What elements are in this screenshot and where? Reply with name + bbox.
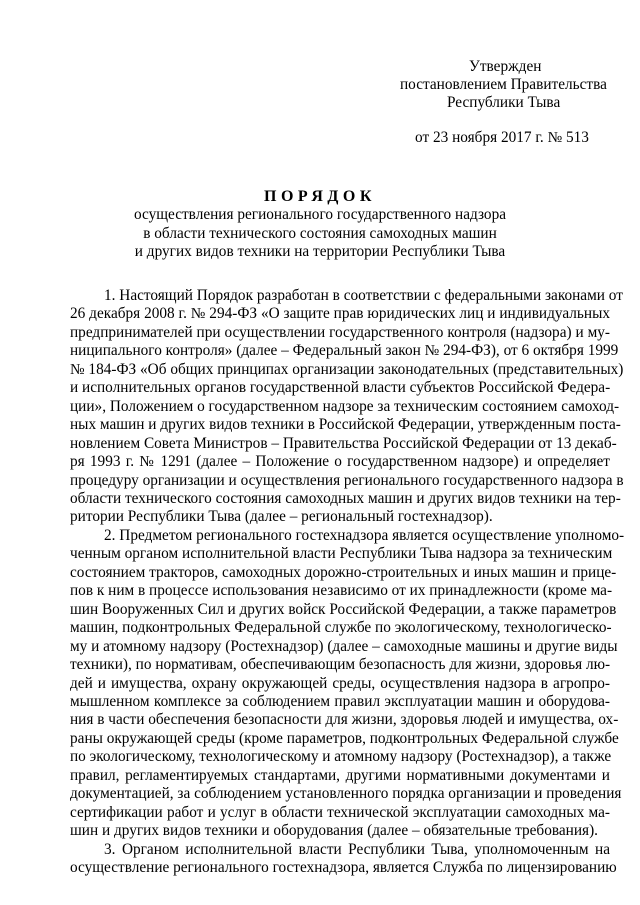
document-subtitle xyxy=(60,206,580,262)
paragraph-line: мышленном комплексе за соблюдением правил эксплуатации машин и оборудова- xyxy=(70,692,610,710)
paragraph-line: раны окружающей среды (кроме параметров, подконтрольных Федеральной службе xyxy=(70,729,619,747)
paragraph-line: машин, подконтрольных Федеральной службе по экологическому, технологическо- xyxy=(70,619,612,637)
paragraph-line: по экологическому, технологическому и атомному надзору (Ростехнадзор), а также xyxy=(70,748,612,766)
paragraph-line: и исполнительных органов государственной власти субъектов Российской Федера- xyxy=(70,379,611,397)
paragraph-line: № 184-ФЗ «Об общих принципах организации законодательных (представительных) xyxy=(70,360,624,378)
paragraph-line: шин Вооруженных Сил и других войск Российской Федерации, а также параметров xyxy=(70,600,617,618)
approval-date: от 23 ноября 2017 г. № 513 xyxy=(415,129,589,146)
approval-line: Утвержден xyxy=(469,58,542,75)
paragraph-line: предпринимателей при осуществлении государственного контроля (надзора) и му- xyxy=(70,323,610,341)
paragraph-line: документацией, за соблюдением установленного порядка организации и проведения xyxy=(70,785,622,803)
subtitle-line: в области технического состояния самоходных машин xyxy=(143,224,497,242)
paragraph-line: правил, регламентируемых стандартами, другими нормативными документами и xyxy=(70,766,610,784)
paragraph-line: ритории Республики Тыва (далее – региональный гостехнадзор). xyxy=(70,508,493,526)
paragraph-line: процедуру организации и осуществления регионального государственного надзора в xyxy=(70,471,624,489)
paragraph-line: ния в части обеспечения безопасности для жизни, здоровья людей и имущества, ох- xyxy=(70,711,619,729)
subtitle-line: и других видов техники на территории Республики Тыва xyxy=(134,243,506,260)
paragraph-line: шин и других видов техники и оборудования (далее – обязательные требования). xyxy=(70,822,598,840)
approval-stamp xyxy=(388,58,618,147)
paragraph-line: ченным органом исполнительной власти Республики Тыва надзора за техническим xyxy=(70,545,613,563)
paragraph-line: 2. Предметом регионального гостехнадзора является осуществление уполномо- xyxy=(104,526,625,544)
paragraph-line: ных машин и других видов техники в Российской Федерации, утвержденным поста- xyxy=(70,416,621,434)
paragraph-line: 1. Настоящий Порядок разработан в соответствии с федеральными законами от xyxy=(104,287,623,304)
paragraph-line: состоянием тракторов, самоходных дорожно-строительных и иных машин и прице- xyxy=(70,563,617,581)
paragraph-line: 3. Органом исполнительной власти Республики Тыва, уполномоченным на xyxy=(104,840,610,858)
paragraph-line: области технического состояния самоходных машин и других видов техники на тер- xyxy=(70,489,621,507)
paragraph-line: осуществление регионального гостехнадзора, является Служба по лицензированию xyxy=(70,859,617,877)
paragraph-line: пов к ним в процессе использования независимо от их принадлежности (кроме ма- xyxy=(70,582,613,600)
document-body xyxy=(70,287,625,878)
paragraph-line: ря 1993 г. № 1291 (далее – Положение о государственном надзоре) и определяет xyxy=(70,453,610,471)
paragraph-line: новлением Совета Министров – Правительства Российской Федерации от 13 декаб- xyxy=(70,434,617,452)
paragraph-line: му и атомному надзору (Ростехнадзор) (далее – самоходные машины и другие виды xyxy=(70,637,618,655)
document-title: ПОРЯДОК xyxy=(264,188,376,205)
subtitle-line: осуществления регионального государственного надзора xyxy=(133,206,507,223)
paragraph-line: техники), по нормативам, обеспечивающим безопасность для жизни, здоровья лю- xyxy=(70,656,611,674)
paragraph-line: ции», Положением о государственном надзоре за техническим состоянием самоход- xyxy=(70,397,620,415)
approval-line: постановлением Правительства xyxy=(400,76,607,93)
paragraph-line: дей и имущества, охрану окружающей среды, осуществления надзора в агропро- xyxy=(70,674,610,692)
paragraph-line: 26 декабря 2008 г. № 294-ФЗ «О защите прав юридических лиц и индивидуальных xyxy=(70,305,610,323)
paragraph-line: ниципального контроля» (далее – Федеральный закон № 294-ФЗ), от 6 октября 1999 xyxy=(70,342,619,360)
paragraph-line: сертификации работ и услуг в области технической эксплуатации самоходных ма- xyxy=(70,803,610,821)
approval-line: Республики Тыва xyxy=(447,94,561,111)
